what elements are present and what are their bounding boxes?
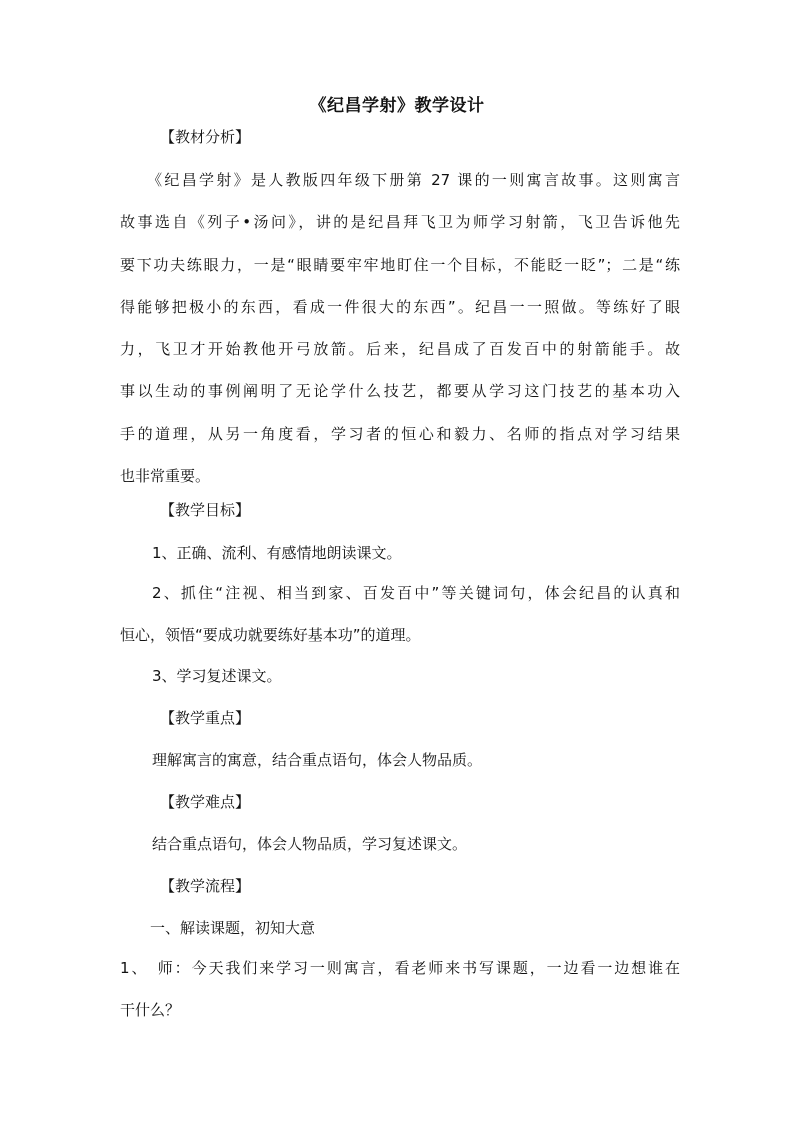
key-points-text: 理解寓言的寓意，结合重点语句，体会人物品质。 (152, 751, 483, 769)
goals-heading: 【教学目标】 (160, 501, 251, 519)
goal-item-2-line: 恒心，领悟“要成功就要练好基本功”的道理。 (120, 626, 421, 645)
analysis-heading: 【教材分析】 (160, 128, 251, 146)
analysis-line: 手的道理，从另一角度看，学习者的恒心和毅力、名师的指点对学习结果 (120, 424, 680, 443)
analysis-paragraph (120, 159, 680, 497)
analysis-line: 故事选自《列子•汤问》，讲的是纪昌拜飞卫为师学习射箭，飞卫告诉他先 (120, 213, 680, 232)
difficulties-heading: 【教学难点】 (160, 793, 251, 811)
analysis-line: 得能够把极小的东西，看成一件很大的东西”。纪昌一一照做。等练好了眼 (120, 297, 680, 316)
page-title: 《纪昌学射》教学设计 (309, 96, 485, 116)
process-heading: 【教学流程】 (160, 877, 251, 895)
process-item-1-line: 1、 师：今天我们来学习一则寓言，看老师来书写课题，一边看一边想谁在 (120, 959, 680, 977)
analysis-line: 也非常重要。 (120, 467, 211, 486)
process-step-1: 一、解读课题，初知大意 (150, 919, 316, 937)
process-item-1-line: 干什么？ (120, 1001, 181, 1020)
difficulties-text: 结合重点语句，体会人物品质，学习复述课文。 (152, 835, 468, 853)
goal-item-2 (120, 572, 680, 657)
process-item-1 (120, 947, 680, 1032)
analysis-line: 要下功夫练眼力，一是“眼睛要牢牢地盯住一个目标，不能眨一眨”；二是“练 (120, 255, 680, 274)
goal-item-3: 3、学习复述课文。 (152, 667, 282, 685)
analysis-line: 事以生动的事例阐明了无论学什么技艺，都要从学习这门技艺的基本功入 (120, 382, 680, 401)
goal-item-1: 1、正确、流利、有感情地朗读课文。 (152, 544, 402, 562)
analysis-line: 力，飞卫才开始教他开弓放箭。后来，纪昌成了百发百中的射箭能手。故 (120, 340, 680, 359)
goal-item-2-line: 2、抓住“注视、相当到家、百发百中”等关键词句，体会纪昌的认真和 (152, 584, 680, 602)
analysis-line: 《纪昌学射》是人教版四年级下册第 27 课的一则寓言故事。这则寓言 (120, 171, 680, 189)
key-points-heading: 【教学重点】 (160, 709, 251, 727)
